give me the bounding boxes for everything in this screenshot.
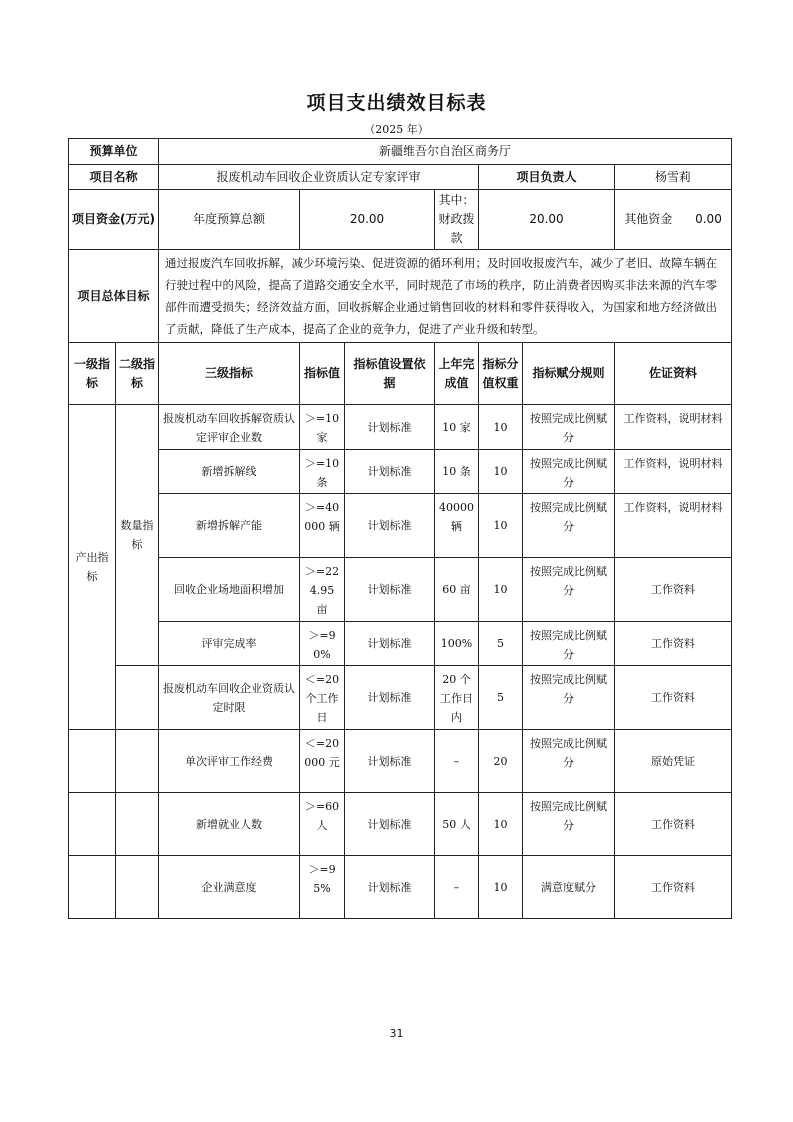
table-row — [69, 450, 732, 494]
table-row — [69, 856, 732, 919]
table-row — [69, 494, 732, 558]
scoring-rule: 按照完成比例赋分 — [523, 405, 615, 450]
last-year-value: – — [435, 730, 479, 793]
weight-value: 5 — [479, 622, 523, 666]
project-leader-value: 杨雪莉 — [615, 165, 732, 190]
table-row — [69, 730, 732, 793]
evidence: 工作资料，说明材料 — [615, 405, 732, 450]
scoring-rule: 按照完成比例赋分 — [523, 494, 615, 558]
weight-value: 5 — [479, 666, 523, 730]
header-weight: 指标分值权重 — [479, 343, 523, 405]
last-year-value: 50 人 — [435, 793, 479, 856]
scoring-rule: 按照完成比例赋分 — [523, 622, 615, 666]
evidence: 工作资料 — [615, 793, 732, 856]
indicator-value: ＞=90% — [300, 622, 345, 666]
level2-empty — [116, 666, 159, 730]
indicator-value: ＜=20000 元 — [300, 730, 345, 793]
other-funds — [615, 190, 732, 250]
overall-goal-label: 项目总体目标 — [69, 250, 159, 343]
year-label: （2025 年） — [364, 123, 429, 136]
indicator-value: ＞=40000 辆 — [300, 494, 345, 558]
table-row — [69, 558, 732, 622]
fiscal-value: 20.00 — [479, 190, 615, 250]
indicator-basis: 计划标准 — [345, 494, 435, 558]
last-year-value: 10 条 — [435, 450, 479, 494]
fiscal-label: 其中：财政拨款 — [435, 190, 479, 250]
header-value: 指标值 — [300, 343, 345, 405]
table-row — [69, 793, 732, 856]
level1-empty — [69, 793, 116, 856]
weight-value: 10 — [479, 856, 523, 919]
indicator-name: 报废机动车回收拆解资质认定评审企业数 — [159, 405, 300, 450]
project-name-label: 项目名称 — [69, 165, 159, 190]
scoring-rule: 按照完成比例赋分 — [523, 730, 615, 793]
header-last-year: 上年完成值 — [435, 343, 479, 405]
last-year-value: 60 亩 — [435, 558, 479, 622]
indicator-name: 企业满意度 — [159, 856, 300, 919]
indicator-name: 新增拆解线 — [159, 450, 300, 494]
indicator-value: ＜=20个工作日 — [300, 666, 345, 730]
indicator-name: 单次评审工作经费 — [159, 730, 300, 793]
indicator-basis: 计划标准 — [345, 405, 435, 450]
evidence: 工作资料 — [615, 666, 732, 730]
project-leader-label: 项目负责人 — [479, 165, 615, 190]
indicator-value: ＞=10条 — [300, 450, 345, 494]
scoring-rule: 按照完成比例赋分 — [523, 666, 615, 730]
indicator-value: ＞=95% — [300, 856, 345, 919]
performance-target-table — [68, 138, 732, 919]
level1-empty — [69, 856, 116, 919]
header-basis: 指标值设置依据 — [345, 343, 435, 405]
indicator-name: 新增拆解产能 — [159, 494, 300, 558]
indicator-name: 新增就业人数 — [159, 793, 300, 856]
last-year-value: 20 个工作日内 — [435, 666, 479, 730]
table-row — [69, 622, 732, 666]
page-title: 项目支出绩效目标表 — [306, 92, 487, 114]
level1-empty — [69, 730, 116, 793]
indicator-basis: 计划标准 — [345, 856, 435, 919]
scoring-rule: 按照完成比例赋分 — [523, 793, 615, 856]
header-rule: 指标赋分规则 — [523, 343, 615, 405]
page-number: 31 — [389, 1027, 404, 1040]
table-row — [69, 405, 732, 450]
level1-output: 产出指标 — [69, 405, 116, 730]
header-level1: 一级指标 — [69, 343, 116, 405]
weight-value: 10 — [479, 558, 523, 622]
overall-goal-text: 通过报废汽车回收拆解，减少环境污染、促进资源的循环利用；及时回收报废汽车，减少了老旧、故障车辆在行驶过程中的风险，提高了道路交通安全水平，同时规范了市场的秩序，防止消费者因购买非法来源的汽车零部件而遭受损失；经济效益方面，回收拆解企业通过销售回收的材料和零件获得收入，为国家和地方经济做出了贡献，降低了生产成本，提高了企业的竞争力，促进了产业升级和转型。 — [159, 250, 732, 343]
weight-value: 10 — [479, 793, 523, 856]
weight-value: 10 — [479, 450, 523, 494]
funds-label: 项目资金(万元) — [69, 190, 159, 250]
header-evidence: 佐证资料 — [615, 343, 732, 405]
indicator-basis: 计划标准 — [345, 666, 435, 730]
annual-budget-label: 年度预算总额 — [159, 190, 300, 250]
header-level3: 三级指标 — [159, 343, 300, 405]
evidence: 工作资料，说明材料 — [615, 450, 732, 494]
level2-empty — [116, 793, 159, 856]
indicator-value: ＞=60人 — [300, 793, 345, 856]
weight-value: 10 — [479, 494, 523, 558]
indicator-basis: 计划标准 — [345, 558, 435, 622]
last-year-value: – — [435, 856, 479, 919]
other-funds-value: 0.00 — [695, 212, 722, 226]
other-funds-label: 其他资金 — [624, 212, 673, 226]
evidence: 工作资料 — [615, 856, 732, 919]
annual-budget-value: 20.00 — [300, 190, 435, 250]
indicator-name: 回收企业场地面积增加 — [159, 558, 300, 622]
indicator-basis: 计划标准 — [345, 793, 435, 856]
indicator-basis: 计划标准 — [345, 730, 435, 793]
last-year-value: 40000辆 — [435, 494, 479, 558]
budget-unit-label: 预算单位 — [69, 139, 159, 165]
last-year-value: 10 家 — [435, 405, 479, 450]
scoring-rule: 按照完成比例赋分 — [523, 558, 615, 622]
budget-unit-value: 新疆维吾尔自治区商务厅 — [159, 139, 732, 165]
weight-value: 20 — [479, 730, 523, 793]
indicator-basis: 计划标准 — [345, 622, 435, 666]
scoring-rule: 按照完成比例赋分 — [523, 450, 615, 494]
level2-empty — [116, 856, 159, 919]
scoring-rule: 满意度赋分 — [523, 856, 615, 919]
level2-empty — [116, 730, 159, 793]
project-name-value: 报废机动车回收企业资质认定专家评审 — [159, 165, 479, 190]
last-year-value: 100% — [435, 622, 479, 666]
evidence: 工作资料，说明材料 — [615, 494, 732, 558]
table-row — [69, 666, 732, 730]
indicator-name: 评审完成率 — [159, 622, 300, 666]
weight-value: 10 — [479, 405, 523, 450]
indicator-basis: 计划标准 — [345, 450, 435, 494]
evidence: 原始凭证 — [615, 730, 732, 793]
evidence: 工作资料 — [615, 622, 732, 666]
level2-quantity: 数量指标 — [116, 405, 159, 666]
evidence: 工作资料 — [615, 558, 732, 622]
indicator-value: ＞=10家 — [300, 405, 345, 450]
indicator-value: ＞=224.95 亩 — [300, 558, 345, 622]
indicator-name: 报废机动车回收企业资质认定时限 — [159, 666, 300, 730]
header-level2: 二级指标 — [116, 343, 159, 405]
